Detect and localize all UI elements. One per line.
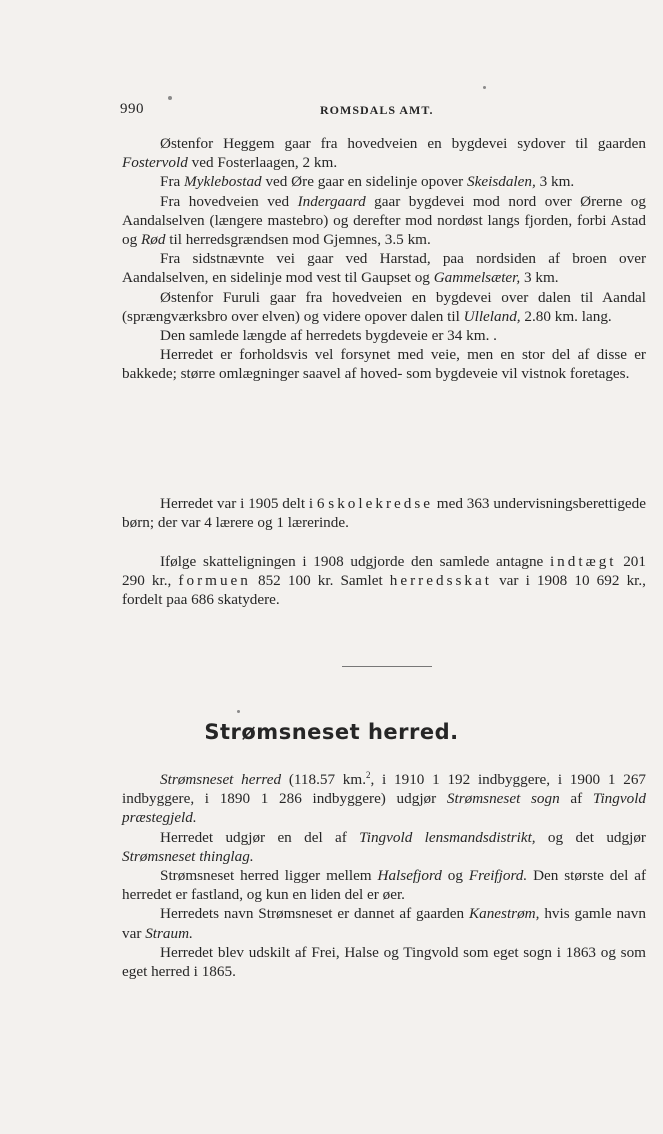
section-divider <box>342 666 432 667</box>
stromsneset-section <box>122 766 646 981</box>
tax-section <box>122 552 646 610</box>
paragraph: Ifølge skatteligningen i 1908 udgjorde den samlede antagne indtægt 201 290 kr., formuen 852 100 kr. Samlet herredsskat var i 1908 10 692 kr., fordelt paa 686 skatydere. <box>122 553 646 609</box>
paragraph: Herredet blev udskilt af Frei, Halse og Tingvold som eget sogn i 1863 og som eget herred i 1865. <box>122 943 646 981</box>
print-speck <box>168 96 172 100</box>
roads-section <box>122 134 646 384</box>
print-speck <box>483 86 486 89</box>
paragraph: Herredet var i 1905 delt i 6 skolekredse med 363 undervisningsberettigede børn; der var 4 lærere og 1 lærerinde. <box>122 495 647 532</box>
paragraph: Østenfor Heggem gaar fra hovedveien en bygdevei sydover til gaarden Fostervold ved Fosterlaagen, 2 km. <box>122 135 646 172</box>
paragraph: Strømsneset herred (118.57 km.$^2$, i 1910 1 192 indbyggere, i 1900 1 267 indbyggere, i 1890 1 286 indbyggere) udgjør Strømsneset sogn af Tingvold præstegjeld. <box>122 770 647 827</box>
section-heading: Strømsneset herred. <box>204 720 459 744</box>
print-speck <box>237 710 240 713</box>
schools-section <box>122 494 646 532</box>
paragraph: Fra hovedveien ved Indergaard gaar bygdevei mod nord over Ørerne og Aandalselven (længere mastebro) og derefter mod nordøst langs fjorden, forbi Astad og Rød til herredsgrændsen mod Gjemnes, 3.5 km. <box>122 192 646 249</box>
paragraph: Den samlede længde af herredets bygdeveie er 34 km. . <box>160 327 497 345</box>
paragraph: Herredet er forholdsvis vel forsynet med veie, men en stor del af disse er bakkede; større omlægninger saavel af hoved- som bygdeveie vil vistnok foretages. <box>122 346 646 383</box>
paragraph: Østenfor Furuli gaar fra hovedveien en bygdevei over dalen til Aandal (sprængværksbro over elven) og videre opover dalen til Ulleland, 2.80 km. lang. <box>122 288 646 325</box>
paragraph: Fra Myklebostad ved Øre gaar en sidelinje opover Skeisdalen, 3 km. <box>160 173 575 191</box>
paragraph: Herredet udgjør en del af Tingvold lensmandsdistrikt, og det udgjør Strømsneset thinglag. <box>122 828 646 865</box>
running-title: ROMSDALS AMT. <box>320 103 434 117</box>
page-header <box>120 101 623 121</box>
paragraph: Herredets navn Strømsneset er dannet af gaarden Kanestrøm, hvis gamle navn var Straum. <box>122 905 646 942</box>
paragraph: Strømsneset herred ligger mellem Halsefjord og Freifjord. Den største del af herredet er fastland, og kun en liden del er øer. <box>122 867 646 904</box>
paragraph: Fra sidstnævnte vei gaar ved Harstad, paa nordsiden af broen over Aandalselven, en sidelinje mod vest til Gaupset og Gammelsæter, 3 km. <box>122 250 646 287</box>
page-number: 990 <box>120 101 144 117</box>
